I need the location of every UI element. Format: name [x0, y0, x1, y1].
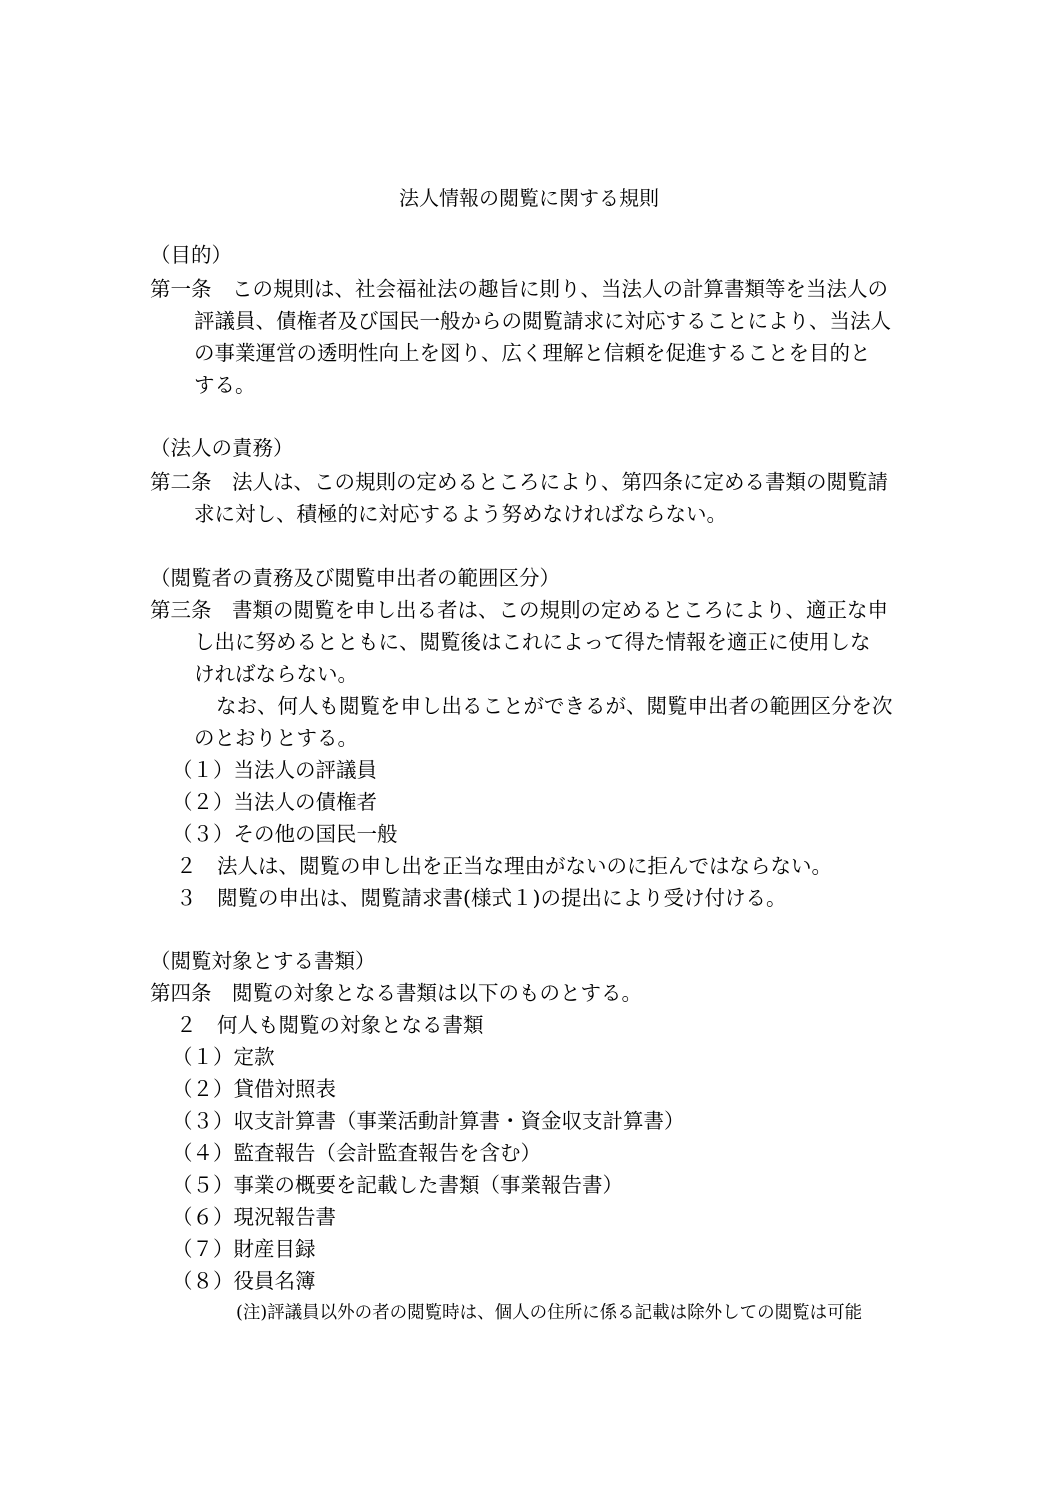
section-heading-requester: （閲覧者の責務及び閲覧申出者の範囲区分） — [150, 566, 560, 590]
article-3-item-1: （１）当法人の評議員 — [172, 758, 377, 782]
section-heading-documents: （閲覧対象とする書類） — [150, 949, 376, 973]
article-4-item-6: （６）現況報告書 — [172, 1205, 336, 1229]
article-4-line-1: 第四条 閲覧の対象となる書類は以下のものとする。 — [150, 981, 642, 1005]
section-heading-purpose: （目的） — [150, 243, 232, 267]
article-4-item-1: （１）定款 — [172, 1045, 275, 1069]
article-4-item-8: （８）役員名簿 — [172, 1269, 316, 1293]
article-4-item-7: （７）財産目録 — [172, 1237, 316, 1261]
article-4-item-3: （３）収支計算書（事業活動計算書・資金収支計算書） — [172, 1109, 685, 1133]
article-1-line-3: の事業運営の透明性向上を図り、広く理解と信頼を促進することを目的と — [194, 341, 871, 365]
article-3-line-5: のとおりとする。 — [194, 726, 358, 750]
article-1-line-1: 第一条 この規則は、社会福祉法の趣旨に則り、当法人の計算書類等を当法人の — [150, 277, 888, 301]
article-3-line-2: し出に努めるとともに、閲覧後はこれによって得た情報を適正に使用しな — [194, 630, 871, 654]
article-3-line-1: 第三条 書類の閲覧を申し出る者は、この規則の定めるところにより、適正な申 — [150, 598, 888, 622]
article-4-item-2: （２）貸借対照表 — [172, 1077, 336, 1101]
article-3-line-4: なお、何人も閲覧を申し出ることができるが、閲覧申出者の範囲区分を次 — [216, 694, 893, 718]
article-3-para-3: ３ 閲覧の申出は、閲覧請求書(様式１)の提出により受け付ける。 — [176, 886, 787, 910]
article-3-item-2: （２）当法人の債権者 — [172, 790, 377, 814]
section-heading-duty: （法人の責務） — [150, 436, 294, 460]
article-4-item-4: （４）監査報告（会計監査報告を含む） — [172, 1141, 541, 1165]
article-4-note: (注)評議員以外の者の閲覧時は、個人の住所に係る記載は除外しての閲覧は可能 — [236, 1303, 863, 1323]
article-1-line-2: 評議員、債権者及び国民一般からの閲覧請求に対応することにより、当法人 — [194, 309, 891, 333]
document-title: 法人情報の閲覧に関する規則 — [399, 186, 659, 210]
article-4-item-5: （５）事業の概要を記載した書類（事業報告書） — [172, 1173, 623, 1197]
article-2-line-1: 第二条 法人は、この規則の定めるところにより、第四条に定める書類の閲覧請 — [150, 470, 888, 494]
article-2-line-2: 求に対し、積極的に対応するよう努めなければならない。 — [194, 502, 727, 526]
article-1-line-4: する。 — [194, 373, 256, 397]
article-3-line-3: ければならない。 — [194, 662, 358, 686]
article-3-item-3: （３）その他の国民一般 — [172, 822, 398, 846]
article-4-para-2: ２ 何人も閲覧の対象となる書類 — [176, 1013, 484, 1037]
article-3-para-2: ２ 法人は、閲覧の申し出を正当な理由がないのに拒んではならない。 — [176, 854, 832, 878]
